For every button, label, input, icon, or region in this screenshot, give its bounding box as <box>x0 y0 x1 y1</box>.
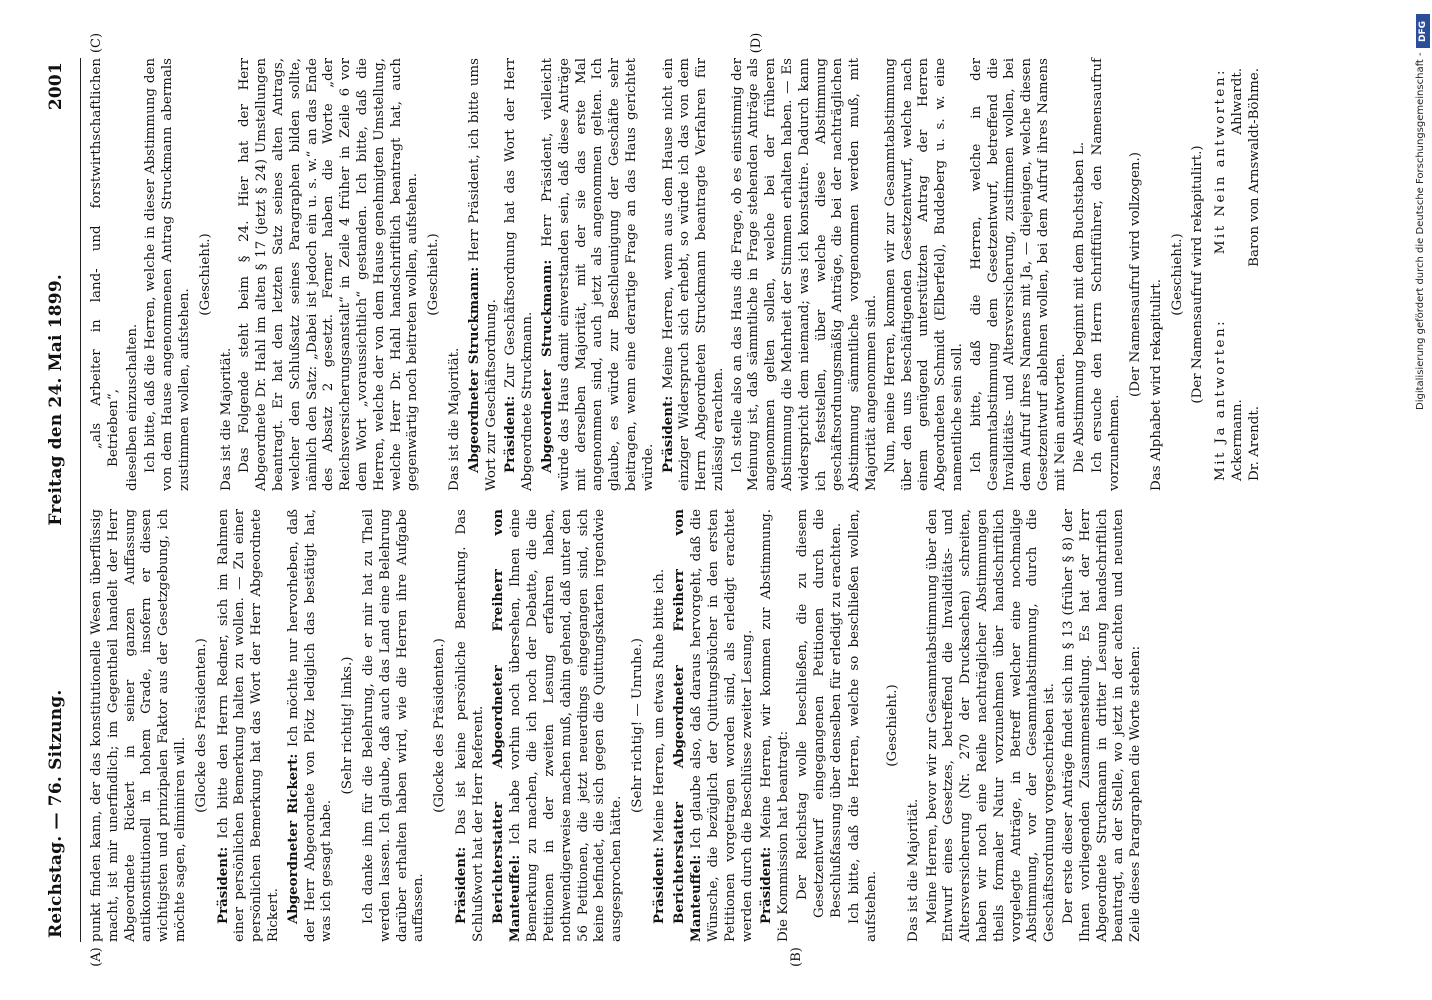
vote-row <box>1230 58 1247 491</box>
header-page-number: 2001 <box>46 62 66 111</box>
paragraph: Das Folgende steht beim § 24. Hier hat der Herr Abgeordnete Dr. Hahl im alten § 17 (jetzt § 24) Umstellungen beantragt. Er hat den letzten Satz seines alten Antrags, welcher den Schlußsatz seines Paragraphen bilden sollte, nämlich den Satz: „Dabei ist jedoch ein u. s. w.“ an das Ende des Absatz 2 gesetzt. Ferner haben die Worte „der Reichsversicherungsanstalt“ in Zeile 4 früher in Zeile 6 vor dem Wort „voraussichtlich“ gestanden. Ich bitte, daß die Herren, welche der von dem Hause genehmigten Umstellung, welche Herr Dr. Hahl handschriftlich beantragt hat, auch gegenwärtig noch beitreten wollen, aufstehen. <box>237 58 421 491</box>
stage-direction: (Geschieht.) <box>1169 233 1185 316</box>
paragraph: Der erste dieser Anträge findet sich im § 13 (früher § 8) der Ihnen vorliegenden Zusammenstellung. Es hat der Herr Abgeordnete Struckmann in dritter Lesung handschriftlich beantragt, an der Stelle, wo jetzt in der achten und neunten Zeile dieses Paragraphen die Worte stehen: <box>1061 509 1144 942</box>
speech-text: Ich möchte nur hervorheben, daß der Herr Abgeordnete von Plötz lediglich das bestätigt hat, was ich gesagt habe. <box>285 508 335 942</box>
stage-direction: (Glocke des Präsidenten.) <box>432 638 448 813</box>
paragraph: punkt finden kann, der das konstitutionelle Wesen überflüssig macht, ist mir unerfindlich; im Gegentheil handelt der Herr Abgeordnete Rickert in seiner ganzen Auffassung antikonstitutionell in hohem Grade, insofern er diesen wichtigsten und prinzipalen Faktor aus der Gesetzgebung, ich möchte sagen, eliminiren will. <box>89 509 188 942</box>
ja-name: Dr. Arendt. <box>1246 405 1262 481</box>
right-column <box>89 32 1379 491</box>
speech-text: Meine Herren, um etwas Ruhe bitte ich. <box>651 568 667 843</box>
paragraph: Das ist die Majorität. <box>446 347 462 491</box>
ja-name: Ackermann. <box>1230 399 1245 481</box>
paragraph: Ich bitte, daß die Herren, welche so beschließen wollen, aufstehen. <box>847 509 880 942</box>
speaker-name: Präsident: <box>659 395 676 473</box>
dfg-logo: DFG <box>1416 14 1430 48</box>
speech-paragraph <box>671 509 757 942</box>
margin-marker-c: (C) <box>89 32 104 54</box>
speech-paragraph <box>539 58 658 491</box>
speaker-name: Präsident: <box>214 846 231 924</box>
left-column <box>89 508 1379 967</box>
page-header <box>46 58 81 942</box>
speaker-name: Präsident: <box>650 846 667 924</box>
speech-paragraph <box>758 509 793 942</box>
speaker-name: Abgeordneter Struckmann: <box>465 266 482 473</box>
speech-text: Zur Geschäftsordnung hat das Wort der Herr Abgeordnete Struckmann. <box>503 58 536 491</box>
margin-marker-d: (D) <box>749 32 764 54</box>
text-columns <box>89 32 1379 967</box>
speech-paragraph <box>285 509 336 942</box>
nein-heading: Mit Nein antworten: <box>1213 68 1229 255</box>
speaker-name: Berichterstatter Abgeordneter Freiherr von Manteuffel: <box>670 509 705 942</box>
paragraph: Ich danke ihm für die Belehrung, die er mir hat zu Theil werden lassen. Ich glaube, daß auch das Land eine Belehrung darüber erhalten haben wird, wie die Herren ihre Aufgabe auffassen. <box>360 509 427 942</box>
digitization-sidebar <box>1415 10 1431 990</box>
stage-direction: (Geschieht.) <box>426 233 442 316</box>
paragraph: dieselben einzuschalten. <box>124 323 140 491</box>
stage-direction: (Der Namensaufruf wird vollzogen.) <box>1128 151 1144 398</box>
speaker-name: Abgeordneter Rickert: <box>284 753 301 924</box>
speaker-name: Präsident: <box>502 395 519 473</box>
stage-direction: (Der Namensaufruf wird rekapitulirt.) <box>1190 145 1206 404</box>
paragraph: Ich stelle also an das Haus die Frage, ob es einstimmig der Meinung ist, daß sämmtliche in Frage stehenden Anträge als angenommen gelten sollen, welche bei der früheren Abstimmung die Mehrheit der Stimmen erhalten haben. — Es widerspricht dem niemand; was ich konstatire. Dadurch kann ich feststellen, über welche diese Abstimmung geschäftsordnungsmäßig Anträge, die bei der nachträglichen Abstimmung sämmtliche vorgenommen werden muß, mit Majorität angenommen sind. <box>729 58 880 491</box>
margin-marker-b: (B) <box>789 947 804 967</box>
speech-text: Ich bitte den Herrn Redner, sich im Rahmen einer persönlichen Bemerkung halten zu wollen. — Zu einer persönlichen Bemerkung hat das Wort der Herr Abgeordnete Rickert. <box>215 508 281 942</box>
stage-direction: (Geschieht.) <box>885 684 901 767</box>
speech-text: Das ist keine persönliche Bemerkung. Das Schlußwort hat der Herr Referent. <box>453 508 486 942</box>
stage-direction: (Glocke des Präsidenten.) <box>193 638 209 813</box>
speech-paragraph <box>466 58 501 491</box>
paragraph: Ich bitte, daß die Herren, welche in dieser Abstimmung den von dem Hause angenommenen Antrag Struckmann abermals zustimmen wollen, aufstehen. <box>143 58 192 491</box>
stage-direction: (Geschieht.) <box>197 233 213 316</box>
speech-paragraph <box>215 509 283 942</box>
paragraph: Das ist die Majorität. <box>905 798 921 942</box>
quoted-motion: „als Arbeiter in land- und forstwirthschaftlichen Betrieben“, <box>89 58 121 467</box>
paragraph: Meine Herren, bevor wir zur Gesammtabstimmung über den Entwurf eines Gesetzes, betreffend die Invaliditäts- und Altersversicherung (Nr. 270 der Drucksachen) schreiten, haben wir noch eine Reihe nachträglicher Abstimmungen theils formaler Natur vorzunehmen über handschriftlich vorgelegte Anträge, in Betreff welcher eine nochmalige Abstimmung, vor der Gesammtabstimmung, durch die Geschäftsordnung vorgeschrieben ist. <box>924 509 1058 942</box>
speech-paragraph <box>660 58 728 491</box>
speech-text: Ich glaube also, daß daraus hervorgeht, daß die Wünsche, die bezüglich der Quittungsbücher in den ersten Petitionen vorgetragen worden sind, als erledigt erachtet werden durch die Beschlüsse zweiter Lesung. <box>689 509 755 942</box>
speech-text: Meine Herren, wenn aus dem Hause nicht ein einziger Widerspruch sich erhebt, so würde ich das von dem Herrn Abgeordneten Struckmann beantragte Verfahren für zulässig erachten. <box>660 58 726 491</box>
speech-paragraph <box>651 509 669 942</box>
stage-direction: (Sehr richtig! — Unruhe.) <box>629 638 645 813</box>
speech-text: Meine Herren, wir kommen zur Abstimmung. Die Kommission hat beantragt: <box>759 509 792 942</box>
paragraph: Die Abstimmung beginnt mit dem Buchstaben L. <box>1071 141 1087 473</box>
speaker-name: Präsident: <box>452 846 469 924</box>
paragraph: Das ist die Majorität. <box>218 347 234 491</box>
funding-credit: Digitalisierung gefördert durch die Deutsche Forschungsgemeinschaft - <box>1415 52 1426 410</box>
vote-list <box>1213 58 1263 491</box>
newspaper-page <box>36 30 1396 970</box>
nein-name: Baron von Arnswaldt-Böhme. <box>1246 68 1262 267</box>
speaker-name: Abgeordneter Struckmann: <box>538 259 555 473</box>
header-date: Freitag den 24. Mai 1899. <box>46 274 66 526</box>
speech-text: Herr Präsident, ich bitte ums Wort zur Geschäftsordnung. <box>466 58 499 491</box>
vote-row <box>1247 58 1264 491</box>
paragraph: Das Alphabet wird rekapitulirt. <box>1148 279 1164 491</box>
ja-heading: Mit Ja antworten: <box>1213 318 1229 481</box>
quoted-motion: Der Reichstag wolle beschließen, die zu diesem Gesetzentwurf eingegangenen Petitionen durch die Beschlußfassung über denselben für erledigt zu erachten. <box>795 509 844 918</box>
speech-paragraph <box>502 58 537 491</box>
header-session: Reichstag. — 76. Sitzung. <box>46 689 66 938</box>
speech-paragraph <box>453 509 488 942</box>
speech-text: Ich habe vorhin noch übersehen, Ihnen eine Bemerkung zu machen, die ich noch der Debatte, die die Petitionen in der zweiten Lesung erfahren haben, nothwendigerweise machen muß, dahin gehend, daß unter den 56 Petitionen, die jetzt neuerdings eingegangen sind, sich keine befindet, die sich gegen die Quittungskarten irgendwie ausgesprochen hätte. <box>508 509 625 942</box>
margin-marker-a: (A) <box>89 947 104 967</box>
paragraph: Ich bitte, daß die Herren, welche in der Gesammtabstimmung dem Gesetzentwurf, betreffend die Invaliditäts- und Altersversicherung, zustimmen wollen, bei dem Aufruf ihres Namens mit Ja, — diejenigen, welche diesen Gesetzentwurf ablehnen wollen, bei dem Aufruf ihres Namens mit Nein antworten. <box>968 58 1068 491</box>
vote-headings <box>1213 58 1230 491</box>
paragraph: Nun, meine Herren, kommen wir zur Gesammtabstimmung über den uns beschäftigenden Gesetzentwurf, welche nach einem genügend unterstützten Antrag der Herren Abgeordneten Schmidt (Elberfeld), Buddeberg u. s. w. eine namentliche sein soll. <box>882 58 966 491</box>
speech-paragraph <box>490 509 626 942</box>
stage-direction: (Sehr richtig! links.) <box>340 656 356 795</box>
nein-name: Ahlwardt. <box>1230 68 1245 135</box>
speaker-name: Präsident: <box>758 846 775 924</box>
speaker-name: Berichterstatter Abgeordneter Freiherr von Manteuffel: <box>489 509 524 942</box>
paragraph: Ich ersuche den Herrn Schriftführer, den Namensaufruf vorzunehmen. <box>1090 58 1123 491</box>
speech-text: Herr Präsident, vielleicht würde das Haus damit einverstanden sein, daß diese Anträge mit derselben Majorität, mit der sie das erste Mal angenommen sind, auch jetzt als angenommen gelten. Ich glaube, es würde zur Beschleunigung der Geschäfte sehr beitragen, wenn eine derartige Frage an das Haus gerichtet würde. <box>539 57 656 491</box>
